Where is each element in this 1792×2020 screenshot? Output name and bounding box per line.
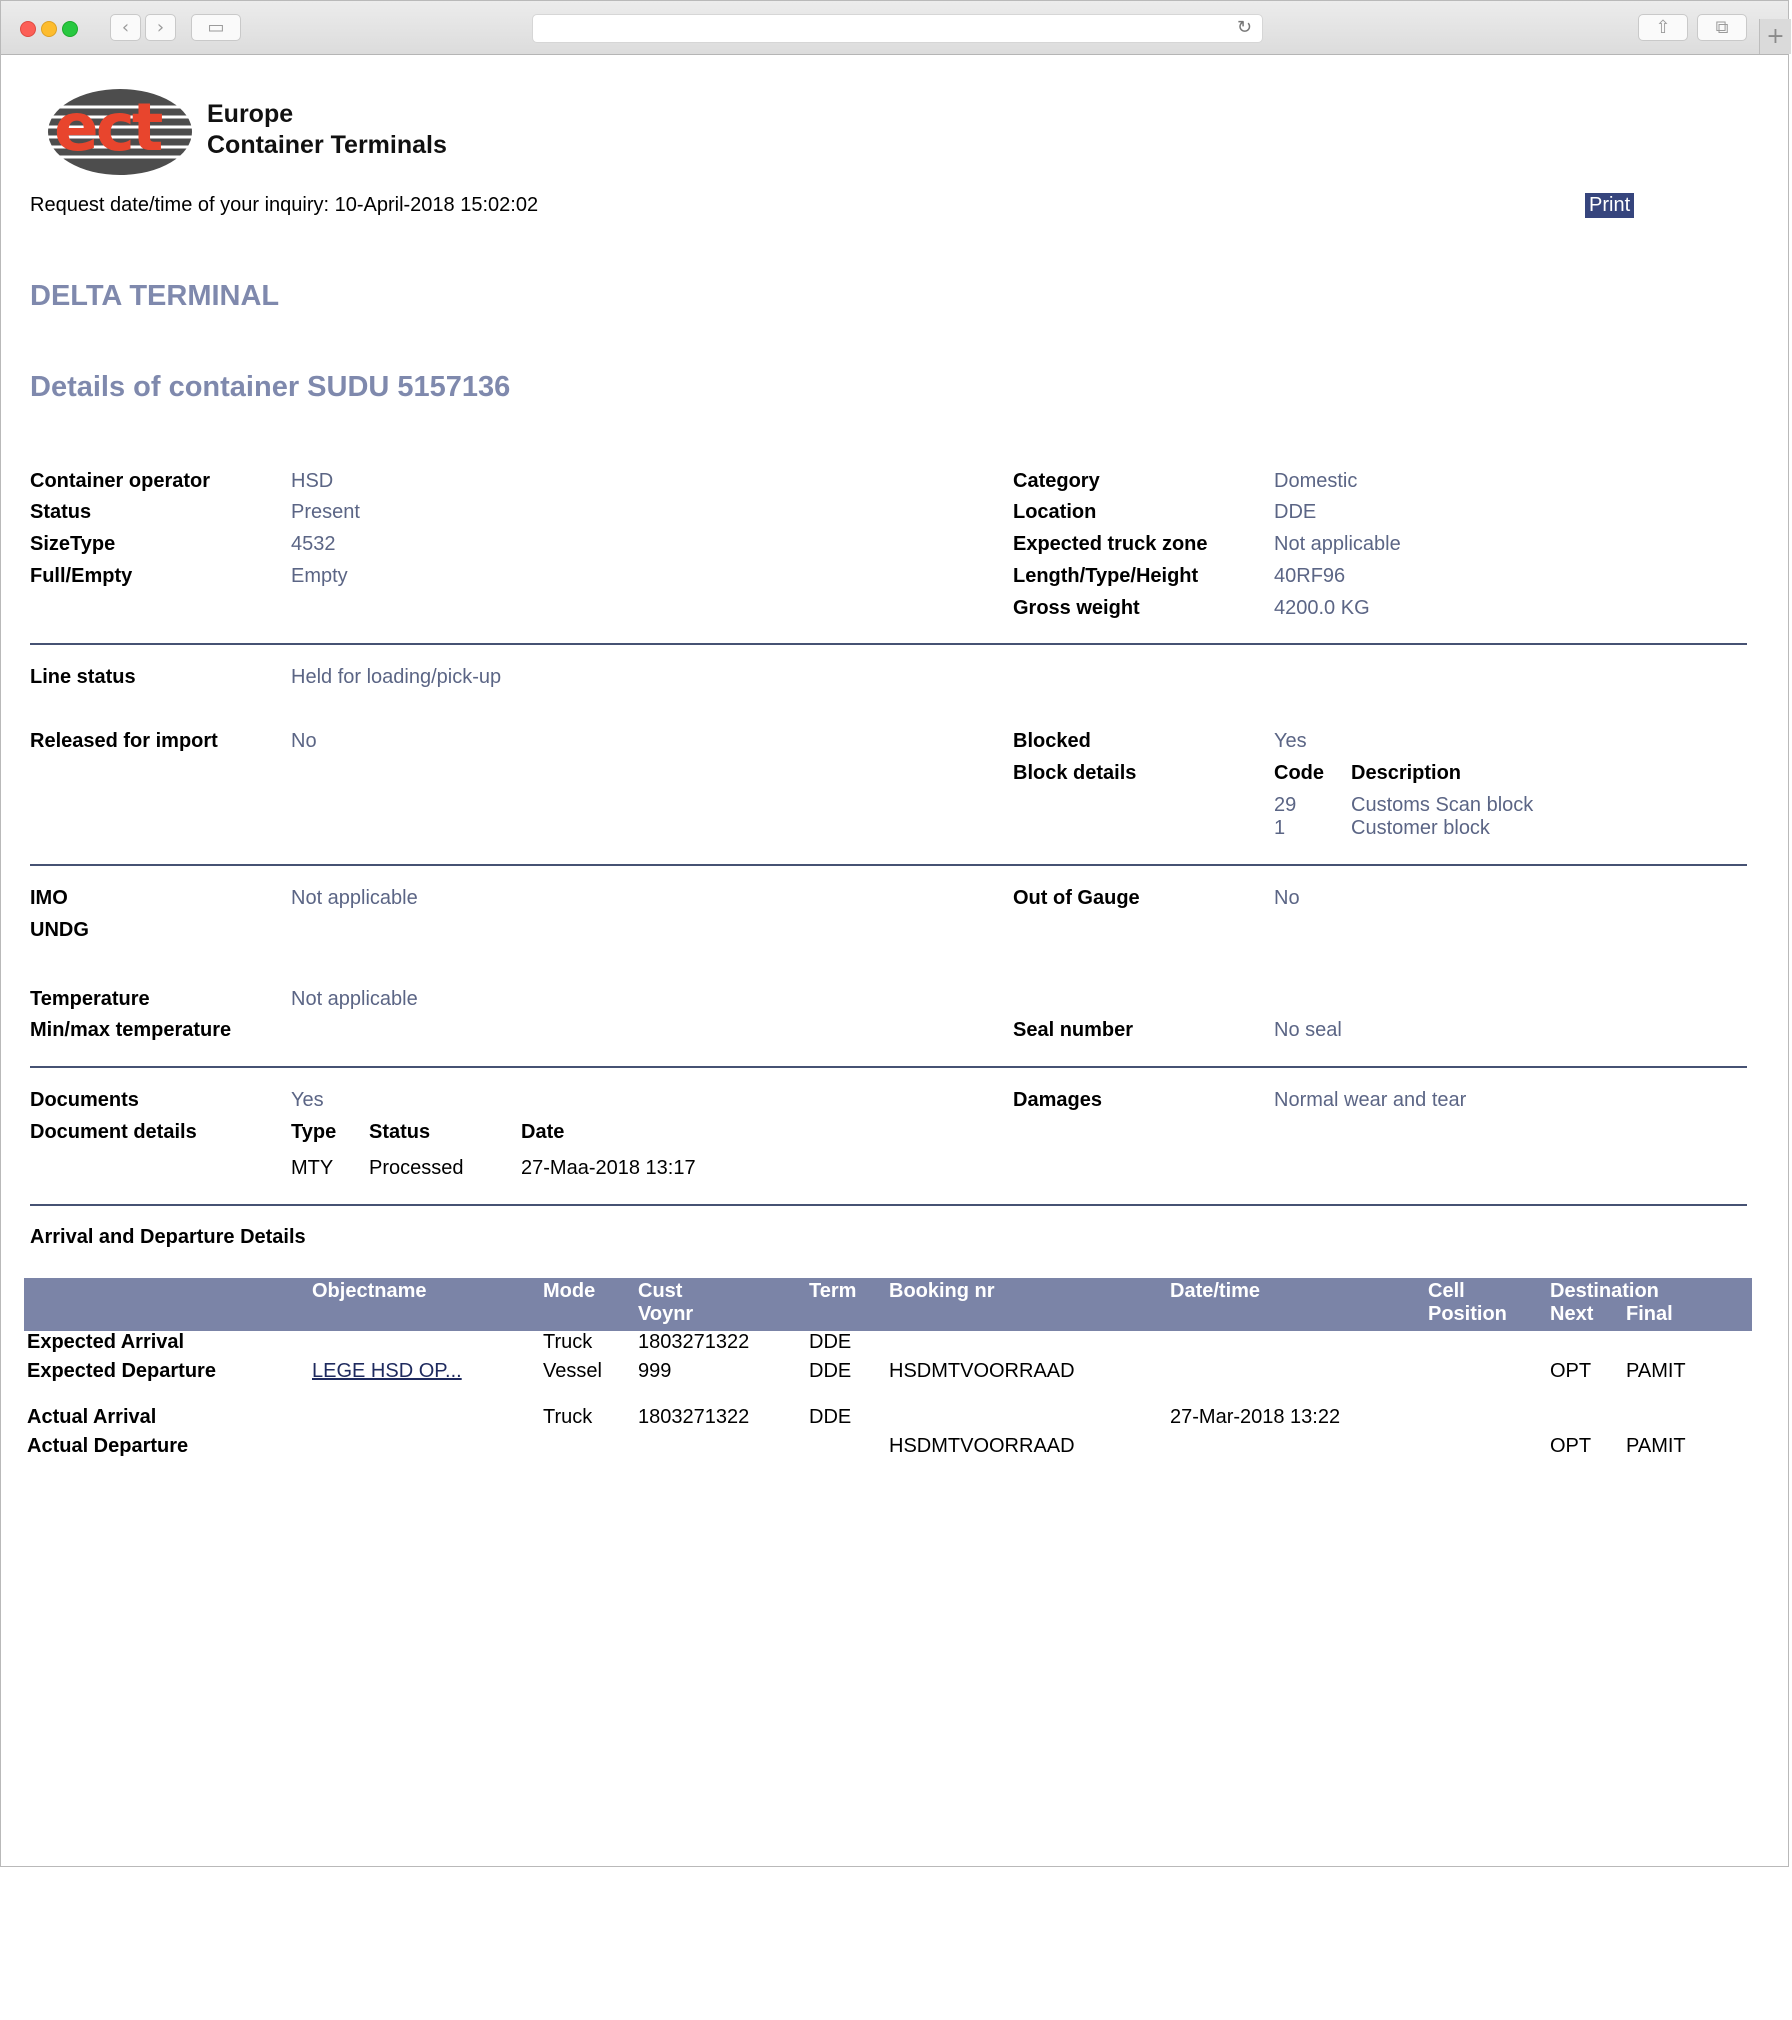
expected-departure-label: Expected Departure [27, 1360, 216, 1382]
imo-label: IMO [30, 887, 68, 909]
released-value: No [291, 730, 317, 752]
line-status-value: Held for loading/pick-up [291, 666, 502, 688]
forward-icon: › [156, 17, 165, 38]
table-cell-mode: Truck [543, 1406, 593, 1428]
container-operator-value: HSD [291, 470, 334, 492]
col-datetime: Date/time [1170, 1280, 1261, 1302]
document-type: MTY [291, 1157, 334, 1179]
status-value: Present [291, 501, 360, 523]
forward-button[interactable] [145, 14, 176, 41]
arrival-departure-title: Arrival and Departure Details [30, 1226, 306, 1248]
table-cell-next: OPT [1550, 1360, 1592, 1382]
col-position: Position [1428, 1303, 1507, 1325]
sidebar-icon: ▭ [207, 17, 225, 38]
browser-toolbar [1, 1, 1788, 55]
damages-value: Normal wear and tear [1274, 1089, 1467, 1111]
col-term: Term [809, 1280, 857, 1302]
terminal-title: DELTA TERMINAL [30, 280, 280, 312]
page-content [1, 55, 1788, 1866]
divider [30, 643, 1747, 645]
documents-label: Documents [30, 1089, 139, 1111]
tabs-icon: ⧉ [1715, 17, 1729, 38]
divider [30, 864, 1747, 866]
sizetype-label: SizeType [30, 533, 116, 555]
print-button[interactable]: Print [1585, 193, 1634, 218]
logo-line2: Container Terminals [207, 131, 447, 159]
table-cell-final: PAMIT [1626, 1435, 1686, 1457]
table-cell-term: DDE [809, 1360, 852, 1382]
block-description-header: Description [1351, 762, 1462, 784]
table-cell-final: PAMIT [1626, 1360, 1686, 1382]
reload-icon[interactable]: ↻ [1236, 17, 1252, 38]
col-voynr: Voynr [638, 1303, 694, 1325]
document-date: 27-Maa-2018 13:17 [521, 1157, 696, 1179]
documents-value: Yes [291, 1089, 324, 1111]
table-cell-term: DDE [809, 1406, 852, 1428]
logo-mark: ect [54, 89, 161, 166]
table-header [24, 1278, 1752, 1331]
table-cell-mode: Truck [543, 1331, 593, 1353]
minmax-temperature-label: Min/max temperature [30, 1019, 232, 1041]
truck-zone-label: Expected truck zone [1013, 533, 1208, 555]
table-cell-voynr: 1803271322 [638, 1331, 750, 1353]
minimize-window-button[interactable] [41, 21, 57, 37]
length-type-height-label: Length/Type/Height [1013, 565, 1199, 587]
table-cell-next: OPT [1550, 1435, 1592, 1457]
document-details-label: Document details [30, 1121, 197, 1143]
sizetype-value: 4532 [291, 533, 336, 555]
logo-line1: Europe [207, 100, 294, 128]
blocked-label: Blocked [1013, 730, 1091, 752]
zoom-window-button[interactable] [62, 21, 78, 37]
undg-label: UNDG [30, 919, 89, 941]
table-cell-voynr: 999 [638, 1360, 672, 1382]
col-cell: Cell [1428, 1280, 1465, 1302]
truck-zone-value: Not applicable [1274, 533, 1401, 555]
block-code: 29 [1274, 794, 1297, 816]
block-code: 1 [1274, 817, 1286, 839]
request-datetime: Request date/time of your inquiry: 10-April-2018 15:02:02 [30, 194, 539, 216]
gross-weight-value: 4200.0 KG [1274, 597, 1370, 619]
back-button[interactable] [110, 14, 141, 41]
temperature-value: Not applicable [291, 988, 418, 1010]
block-description: Customs Scan block [1351, 794, 1534, 816]
length-type-height-value: 40RF96 [1274, 565, 1346, 587]
expected-arrival-label: Expected Arrival [27, 1331, 185, 1353]
document-date-header: Date [521, 1121, 565, 1143]
full-empty-label: Full/Empty [30, 565, 133, 587]
back-icon: ‹ [121, 17, 130, 38]
temperature-label: Temperature [30, 988, 150, 1010]
released-label: Released for import [30, 730, 218, 752]
col-mode: Mode [543, 1280, 596, 1302]
damages-label: Damages [1013, 1089, 1102, 1111]
gross-weight-label: Gross weight [1013, 597, 1140, 619]
divider [30, 1204, 1747, 1206]
col-booking: Booking nr [889, 1280, 995, 1302]
block-code-header: Code [1274, 762, 1324, 784]
blocked-value: Yes [1274, 730, 1307, 752]
table-cell-booking: HSDMTVOORRAAD [889, 1360, 1075, 1382]
objectname-link[interactable]: LEGE HSD OP... [312, 1360, 462, 1382]
location-value: DDE [1274, 501, 1317, 523]
block-details-label: Block details [1013, 762, 1137, 784]
seal-number-value: No seal [1274, 1019, 1342, 1041]
close-window-button[interactable] [20, 21, 36, 37]
address-bar[interactable] [532, 14, 1263, 43]
show-tabs-button[interactable] [1697, 14, 1747, 41]
block-description: Customer block [1351, 817, 1490, 839]
seal-number-label: Seal number [1013, 1019, 1134, 1041]
container-operator-label: Container operator [30, 470, 211, 492]
out-of-gauge-value: No [1274, 887, 1300, 909]
share-icon: ⇧ [1655, 17, 1671, 38]
full-empty-value: Empty [291, 565, 348, 587]
plus-icon: + [1766, 24, 1785, 49]
status-label: Status [30, 501, 92, 523]
ect-logo [46, 87, 194, 177]
category-value: Domestic [1274, 470, 1358, 492]
table-cell-datetime: 27-Mar-2018 13:22 [1170, 1406, 1341, 1428]
col-next: Next [1550, 1303, 1594, 1325]
sidebar-button[interactable] [191, 14, 241, 41]
table-cell-booking: HSDMTVOORRAAD [889, 1435, 1075, 1457]
out-of-gauge-label: Out of Gauge [1013, 887, 1140, 909]
document-status: Processed [369, 1157, 464, 1179]
document-status-header: Status [369, 1121, 431, 1143]
col-destination: Destination [1550, 1280, 1659, 1302]
col-final: Final [1626, 1303, 1673, 1325]
line-status-label: Line status [30, 666, 136, 688]
actual-departure-label: Actual Departure [27, 1435, 189, 1457]
new-tab-button[interactable] [1759, 19, 1791, 54]
table-cell-mode: Vessel [543, 1360, 602, 1382]
container-title: Details of container SUDU 5157136 [30, 371, 511, 403]
col-cust: Cust [638, 1280, 683, 1302]
share-button[interactable] [1638, 14, 1688, 41]
imo-value: Not applicable [291, 887, 418, 909]
category-label: Category [1013, 470, 1100, 492]
table-cell-voynr: 1803271322 [638, 1406, 750, 1428]
actual-arrival-label: Actual Arrival [27, 1406, 157, 1428]
document-type-header: Type [291, 1121, 337, 1143]
divider [30, 1066, 1747, 1068]
table-cell-term: DDE [809, 1331, 852, 1353]
location-label: Location [1013, 501, 1097, 523]
col-objectname: Objectname [312, 1280, 427, 1302]
